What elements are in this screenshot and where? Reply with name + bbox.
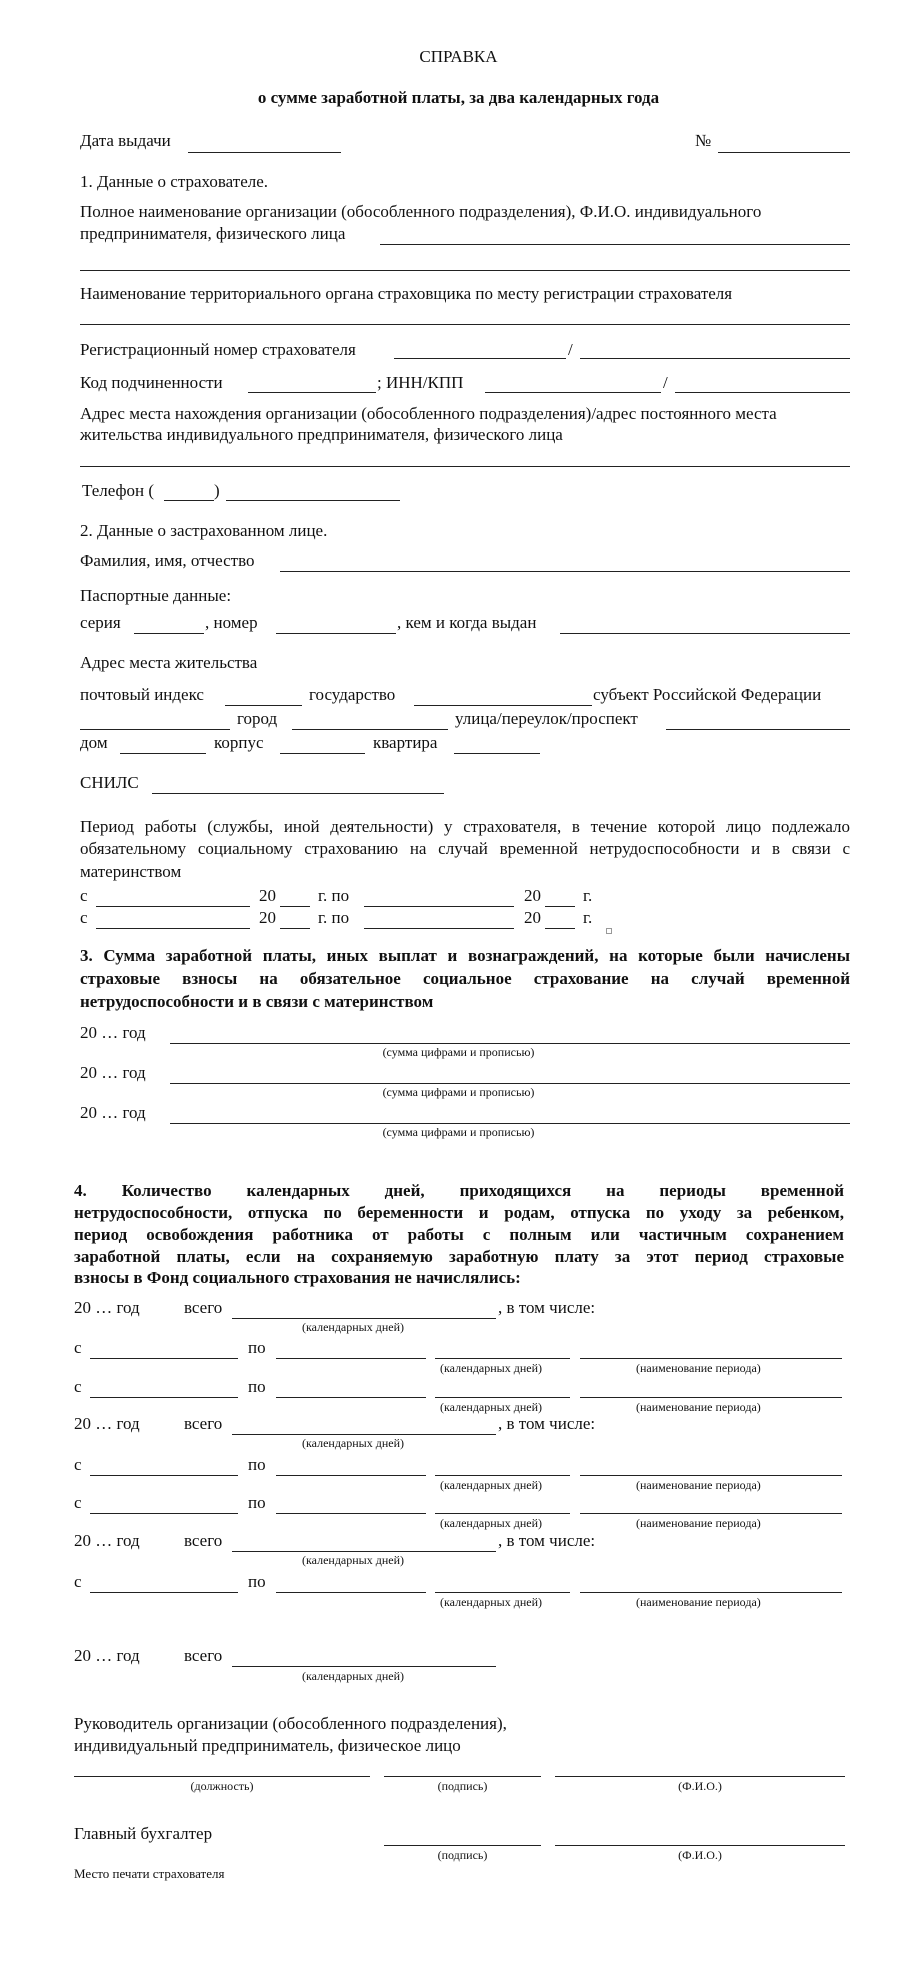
period1-to-year-prefix: 20 <box>524 886 541 905</box>
inn-kpp-label: ; ИНН/КПП <box>377 373 464 392</box>
s4-y3-p1-days-field[interactable] <box>435 1592 570 1593</box>
number-field[interactable] <box>718 152 850 153</box>
s4-y1-p1-from-label: с <box>74 1338 82 1357</box>
reg-number-slash: / <box>568 340 573 359</box>
inn-kpp-slash: / <box>663 373 668 392</box>
head-signature-caption: (подпись) <box>437 1779 488 1793</box>
s3-year2-label: 20 … год <box>80 1063 146 1082</box>
subord-code-field[interactable] <box>248 392 376 393</box>
snils-field[interactable] <box>152 793 444 794</box>
issued-by-field[interactable] <box>560 633 850 634</box>
s4-y1-p2-to-field[interactable] <box>276 1397 426 1398</box>
s4-y3-p1-from-field[interactable] <box>90 1592 238 1593</box>
s3-year3-caption: (сумма цифрами и прописью) <box>382 1125 535 1139</box>
s4-year2-including: , в том числе: <box>498 1414 596 1433</box>
phone-code-field[interactable] <box>164 500 214 501</box>
passport-number-label: , номер <box>205 613 258 632</box>
s4-year1-total-label: всего <box>184 1298 223 1317</box>
subord-code-label: Код подчиненности <box>80 373 223 392</box>
section1-title: 1. Данные о страхователе. <box>80 172 269 191</box>
period2-g-label: г. <box>583 908 593 927</box>
phone-label: Телефон ( <box>82 481 155 500</box>
head-position-caption: (должность) <box>190 1779 254 1793</box>
s4-y1-p2-from-label: с <box>74 1377 82 1396</box>
s4-y1-p2-period-field[interactable] <box>580 1397 842 1398</box>
postcode-field[interactable] <box>225 705 302 706</box>
period1-g-label: г. <box>583 886 593 905</box>
s4-year3-label: 20 … год <box>74 1531 140 1550</box>
fio-label: Фамилия, имя, отчество <box>80 551 255 570</box>
apartment-field[interactable] <box>454 753 540 754</box>
s4-y1-p1-from-field[interactable] <box>90 1358 238 1359</box>
period2-to-field[interactable] <box>364 928 514 929</box>
s4-y2-p1-to-field[interactable] <box>276 1475 426 1476</box>
s4-y2-p1-period-field[interactable] <box>580 1475 842 1476</box>
s4-y3-p1-period-field[interactable] <box>580 1592 842 1593</box>
s4-year4-label: 20 … год <box>74 1646 140 1665</box>
s4-y1-p1-period-field[interactable] <box>580 1358 842 1359</box>
s4-y1-p1-to-field[interactable] <box>276 1358 426 1359</box>
passport-label: Паспортные данные: <box>80 586 232 605</box>
period1-from-field[interactable] <box>96 906 250 907</box>
work-period-text-2: обязательному социальному страхованию на случай временной нетрудоспособности и в связи с <box>80 839 850 858</box>
state-label: государство <box>309 685 396 704</box>
fio-field[interactable] <box>280 571 850 572</box>
s4-y1-p1-period-caption: (наименование периода) <box>636 1361 761 1375</box>
chief-signature-field[interactable] <box>384 1845 541 1846</box>
document-subtitle: о сумме заработной платы, за два календарных года <box>257 88 660 107</box>
house-field[interactable] <box>120 753 206 754</box>
house-label: дом <box>80 733 108 752</box>
subject-field[interactable] <box>80 729 230 730</box>
anchor-mark-icon <box>606 928 612 934</box>
org-address-label: Адрес места нахождения организации (обособленного подразделения)/адрес постоянного места <box>80 404 777 423</box>
s4-y2-p1-from-label: с <box>74 1455 82 1474</box>
work-period-text: Период работы (службы, иной деятельности) у страхователя, в течение которой лицо подлежало <box>80 817 850 836</box>
s4-y1-p2-days-field[interactable] <box>435 1397 570 1398</box>
s4-year3-total-field[interactable] <box>232 1551 496 1552</box>
period1-to-year-field[interactable] <box>545 906 575 907</box>
org-name-label: Полное наименование организации (обособленного подразделения), Ф.И.О. индивидуального <box>80 202 762 221</box>
s4-y2-p2-to-label: по <box>248 1493 266 1512</box>
section2-title: 2. Данные о застрахованном лице. <box>80 521 328 540</box>
s4-year2-days-caption: (календарных дней) <box>302 1436 404 1450</box>
s4-y2-p2-from-label: с <box>74 1493 82 1512</box>
section3-text: 3. Сумма заработной платы, иных выплат и вознаграждений, на которые были начислены <box>80 946 850 965</box>
s3-year1-label: 20 … год <box>80 1023 146 1042</box>
state-field[interactable] <box>414 705 592 706</box>
period1-year-prefix: 20 <box>259 886 276 905</box>
residence-label: Адрес места жительства <box>80 653 258 672</box>
reg-number-field-1[interactable] <box>394 358 566 359</box>
s4-y2-p1-to-label: по <box>248 1455 266 1474</box>
s4-y1-p2-days-caption: (календарных дней) <box>440 1400 542 1414</box>
s4-year1-total-field[interactable] <box>232 1318 496 1319</box>
s4-year1-including: , в том числе: <box>498 1298 596 1317</box>
section4-text-4: заработной платы, если на сохраняемую заработную плату за этот период страховые <box>74 1247 844 1266</box>
series-label: серия <box>80 613 121 632</box>
s4-year4-total-label: всего <box>184 1646 223 1665</box>
s4-year1-label: 20 … год <box>74 1298 140 1317</box>
period2-from-label: с <box>80 908 88 927</box>
period1-year-field[interactable] <box>280 906 310 907</box>
s4-y2-p2-days-field[interactable] <box>435 1513 570 1514</box>
period2-year-field[interactable] <box>280 928 310 929</box>
s4-y3-p1-period-caption: (наименование периода) <box>636 1595 761 1609</box>
issue-date-label: Дата выдачи <box>80 131 171 150</box>
street-field[interactable] <box>666 729 850 730</box>
chief-fio-field[interactable] <box>555 1845 845 1846</box>
head-label-2: индивидуальный предприниматель, физическое лицо <box>74 1736 461 1755</box>
s4-y1-p1-to-label: по <box>248 1338 266 1357</box>
head-position-field[interactable] <box>74 1776 370 1777</box>
snils-label: СНИЛС <box>80 773 139 792</box>
passport-number-field[interactable] <box>276 633 396 634</box>
s4-y1-p2-from-field[interactable] <box>90 1397 238 1398</box>
s4-y1-p1-days-field[interactable] <box>435 1358 570 1359</box>
s3-year2-caption: (сумма цифрами и прописью) <box>382 1085 535 1099</box>
head-signature-field[interactable] <box>384 1776 541 1777</box>
chief-accountant-label: Главный бухгалтер <box>74 1824 213 1843</box>
work-period-text-3: материнством <box>80 862 182 881</box>
s4-year2-total-field[interactable] <box>232 1434 496 1435</box>
chief-fio-caption: (Ф.И.О.) <box>678 1848 722 1862</box>
s4-year4-days-caption: (календарных дней) <box>302 1669 404 1683</box>
chief-signature-caption: (подпись) <box>437 1848 488 1862</box>
territorial-field[interactable] <box>80 324 850 325</box>
subject-label: субъект Российской Федерации <box>593 685 822 704</box>
org-name-field[interactable] <box>380 244 850 245</box>
s3-year1-caption: (сумма цифрами и прописью) <box>382 1045 535 1059</box>
s3-year3-label: 20 … год <box>80 1103 146 1122</box>
issue-date-field[interactable] <box>188 152 341 153</box>
s4-y2-p2-from-field[interactable] <box>90 1513 238 1514</box>
period2-from-field[interactable] <box>96 928 250 929</box>
section3-text-2: страховые взносы на обязательное социальное страхование на случай временной <box>80 969 850 988</box>
s4-y2-p2-days-caption: (календарных дней) <box>440 1516 542 1530</box>
period2-to-label: г. по <box>318 908 350 927</box>
s4-year3-days-caption: (календарных дней) <box>302 1553 404 1567</box>
s4-year3-including: , в том числе: <box>498 1531 596 1550</box>
s4-y3-p1-days-caption: (календарных дней) <box>440 1595 542 1609</box>
number-label: № <box>695 131 712 150</box>
s4-year4-total-field[interactable] <box>232 1666 496 1667</box>
postcode-label: почтовый индекс <box>80 685 204 704</box>
section3-text-3: нетрудоспособности и в связи с материнством <box>80 992 434 1011</box>
block-label: корпус <box>214 733 264 752</box>
section4-text-5: взносы в Фонд социального страхования не начислялись: <box>74 1268 521 1287</box>
phone-paren-close: ) <box>214 481 220 500</box>
reg-number-field-2[interactable] <box>580 358 850 359</box>
document-title: СПРАВКА <box>419 47 498 66</box>
head-fio-field[interactable] <box>555 1776 845 1777</box>
street-label: улица/переулок/проспект <box>455 709 638 728</box>
section4-text-3: период освобождения работника от работы с полным или частичным сохранением <box>74 1225 844 1244</box>
s4-y2-p2-to-field[interactable] <box>276 1513 426 1514</box>
period1-to-label: г. по <box>318 886 350 905</box>
inn-field[interactable] <box>485 392 661 393</box>
s4-y1-p2-to-label: по <box>248 1377 266 1396</box>
s3-year1-sum-field[interactable] <box>170 1043 850 1044</box>
head-fio-caption: (Ф.И.О.) <box>678 1779 722 1793</box>
s4-y3-p1-from-label: с <box>74 1572 82 1591</box>
s4-y1-p1-days-caption: (календарных дней) <box>440 1361 542 1375</box>
s4-y2-p2-period-field[interactable] <box>580 1513 842 1514</box>
s3-year2-sum-field[interactable] <box>170 1083 850 1084</box>
period2-year-prefix: 20 <box>259 908 276 927</box>
section4-text-2: нетрудоспособности, отпуска по беременности и родам, отпуска по уходу за ребенком, <box>74 1203 844 1222</box>
city-label: город <box>237 709 278 728</box>
territorial-label: Наименование территориального органа страховщика по месту регистрации страхователя <box>80 284 733 303</box>
issued-by-label: , кем и когда выдан <box>397 613 537 632</box>
org-name-label-2: предпринимателя, физического лица <box>80 224 346 243</box>
head-label: Руководитель организации (обособленного подразделения), <box>74 1714 507 1733</box>
s4-y1-p2-period-caption: (наименование периода) <box>636 1400 761 1414</box>
s4-y3-p1-to-label: по <box>248 1572 266 1591</box>
period2-to-year-prefix: 20 <box>524 908 541 927</box>
reg-number-label: Регистрационный номер страхователя <box>80 340 356 359</box>
s4-y3-p1-to-field[interactable] <box>276 1592 426 1593</box>
stamp-label: Место печати страхователя <box>74 1866 225 1881</box>
org-name-field-2[interactable] <box>80 270 850 271</box>
apartment-label: квартира <box>373 733 438 752</box>
org-address-label-2: жительства индивидуального предпринимателя, физического лица <box>80 425 563 444</box>
org-address-field[interactable] <box>80 466 850 467</box>
s4-year2-label: 20 … год <box>74 1414 140 1433</box>
block-field[interactable] <box>280 753 365 754</box>
kpp-field[interactable] <box>675 392 850 393</box>
period2-to-year-field[interactable] <box>545 928 575 929</box>
period1-to-field[interactable] <box>364 906 514 907</box>
s4-y2-p2-period-caption: (наименование периода) <box>636 1516 761 1530</box>
s4-year1-days-caption: (календарных дней) <box>302 1320 404 1334</box>
s4-y2-p1-period-caption: (наименование периода) <box>636 1478 761 1492</box>
section4-text: 4. Количество календарных дней, приходящихся на периоды временной <box>74 1181 844 1200</box>
period1-from-label: с <box>80 886 88 905</box>
series-field[interactable] <box>134 633 204 634</box>
s4-year2-total-label: всего <box>184 1414 223 1433</box>
s4-year3-total-label: всего <box>184 1531 223 1550</box>
s4-y2-p1-days-caption: (календарных дней) <box>440 1478 542 1492</box>
s3-year3-sum-field[interactable] <box>170 1123 850 1124</box>
city-field[interactable] <box>292 729 448 730</box>
s4-y2-p1-days-field[interactable] <box>435 1475 570 1476</box>
s4-y2-p1-from-field[interactable] <box>90 1475 238 1476</box>
phone-number-field[interactable] <box>226 500 400 501</box>
